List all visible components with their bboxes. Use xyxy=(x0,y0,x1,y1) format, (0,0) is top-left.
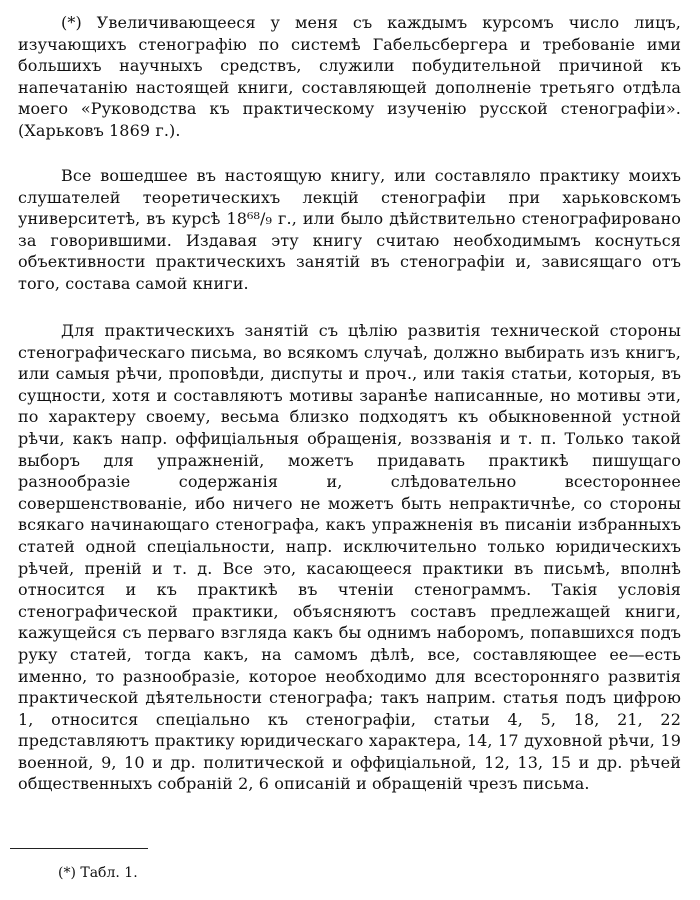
paragraph-practical-exercises: Для практическихъ занятій съ цѣлію развитія технической стороны стенографическаго письма, во всякомъ случаѣ, должно выбирать изъ книгъ, или самыя рѣчи, проповѣди, диспуты и проч., или такія статьи, которыя, въ сущности, хотя и составляютъ мотивы заранѣе написанные, но мотивы эти, по характеру своему, весьма близко подходятъ къ обыкновенной устной рѣчи, какъ напр. оффиціальныя обращенія, воззванія и т. п. Только такой выборъ для упражненій, можетъ придавать практикѣ пишущаго разнообразіе содержанія и, слѣдовательно всестороннее совершенствованіе, ибо ничего не можетъ быть непрактичнѣе, со стороны всякаго начинающаго стенографа, какъ упражненія въ писаніи избранныхъ статей одной спеціальности, напр. исключительно только юридическихъ рѣчей, преній и т. д. Все это, касающееся практики въ письмѣ, вполнѣ относится и къ практикѣ въ чтеніи стенограммъ. Такія условія стенографической практики, объясняютъ составъ предлежащей книги, кажущейся съ перваго взгляда какъ бы однимъ наборомъ, попавшихся подъ руку статей, тогда какъ, на самомъ дѣлѣ, все, составляющее ее—есть именно, то разнообразіе, которое необходимо для всесторонняго развитія практической дѣятельности стенографа; такъ наприм. статья подъ цифрою 1, относится спеціально къ стенографіи, статьи 4, 5, 18, 21, 22 представляютъ практику юридическаго характера, 14, 17 духовной рѣчи, 19 военной, 9, 10 и др. политической и оффиціальной, 12, 13, 15 и др. рѣчей общественныхъ собраній 2, 6 описаній и обращеній чрезъ письма. xyxy=(18,321,681,794)
footnote: (*) Табл. 1. xyxy=(58,865,138,881)
footnote-divider xyxy=(10,848,148,849)
paragraph-intro: (*) Увеличивающееся у меня съ каждымъ курсомъ число лицъ, изучающихъ стенографію по системѣ Габельсбергера и требованіе ими большихъ научныхъ средствъ, служили побудительной причиной къ напечатанію настоящей книги, составляющей дополненіе третьяго отдѣла моего «Руководства къ практическому изученію русской стенографіи». (Харьковъ 1869 г.). xyxy=(18,13,681,140)
paragraph-book-contents: Все вошедшее въ настоящую книгу, или составляло практику моихъ слушателей теоретическихъ лекцій стенографіи при харьковскомъ университетѣ, въ курсѣ 18⁶⁸/₉ г., или было дѣйствительно стенографировано за говорившими. Издавая эту книгу считаю необходимымъ коснуться объективности практическихъ занятій въ стенографіи и, зависящаго отъ того, состава самой книги. xyxy=(18,166,681,293)
